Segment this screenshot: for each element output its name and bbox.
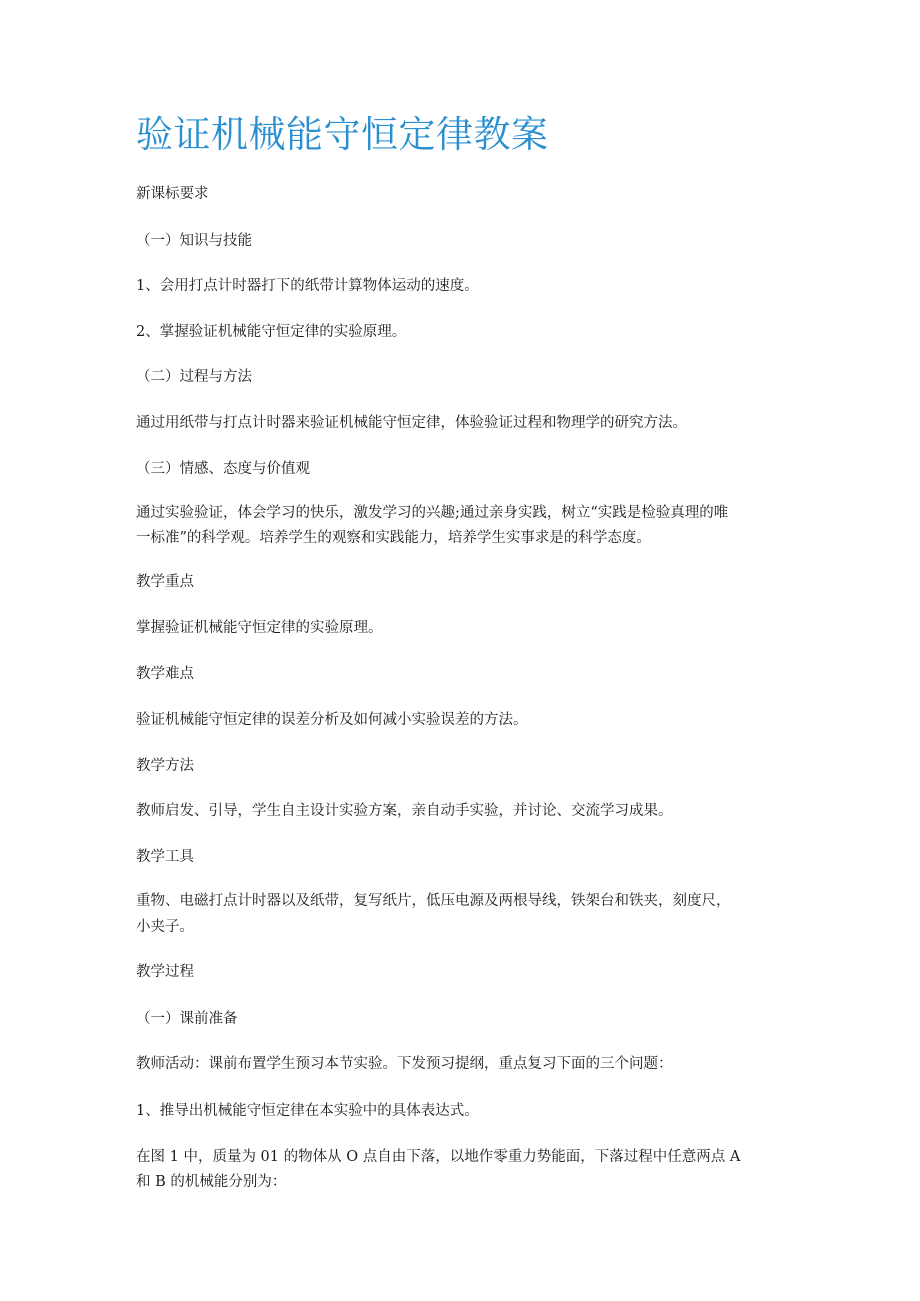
tools-heading: 教学工具 [136,849,194,865]
emotion-text-line-2: 一标准”的科学观。培养学生的观察和实践能力，培养学生实事求是的科学态度。 [136,530,651,546]
method-text: 教师启发、引导，学生自主设计实验方案，亲自动手实验，并讨论、交流学习成果。 [136,803,673,819]
knowledge-item-2: 2、掌握验证机械能守恒定律的实验原理。 [136,324,407,340]
tools-text-line-1: 重物、电磁打点计时器以及纸带，复写纸片，低压电源及两根导线，铁架台和铁夹，刻度尺， [136,893,731,909]
document-title: 验证机械能守恒定律教案 [136,113,549,156]
prep-heading: （一）课前准备 [136,1011,238,1027]
knowledge-heading: （一）知识与技能 [136,233,252,249]
difficulty-text: 验证机械能守恒定律的误差分析及如何减小实验误差的方法。 [136,712,528,728]
prep-text: 教师活动：课前布置学生预习本节实验。下发预习提纲，重点复习下面的三个问题： [136,1056,673,1072]
process-heading: （二）过程与方法 [136,369,252,385]
key-point-text: 掌握验证机械能守恒定律的实验原理。 [136,620,383,636]
emotion-heading: （三）情感、态度与价值观 [136,461,310,477]
procedure-heading: 教学过程 [136,964,194,980]
figure-text-line-2: 和 B 的机械能分别为： [136,1174,287,1190]
process-text: 通过用纸带与打点计时器来验证机械能守恒定律，体验验证过程和物理学的研究方法。 [136,415,687,431]
emotion-text-line-1: 通过实验验证，体会学习的快乐，激发学习的兴趣;通过亲身实践，树立“实践是检验真理的唯 [136,505,729,521]
knowledge-item-1: 1、会用打点计时器打下的纸带计算物体运动的速度。 [136,278,479,294]
curriculum-heading: 新课标要求 [136,186,209,202]
method-heading: 教学方法 [136,758,194,774]
key-point-heading: 教学重点 [136,574,194,590]
figure-text-line-1: 在图 1 中，质量为 01 的物体从 O 点自由下落，以地作零重力势能面，下落过程中任意两点 A [136,1149,741,1165]
question-1: 1、推导出机械能守恒定律在本实验中的具体表达式。 [136,1103,479,1119]
difficulty-heading: 教学难点 [136,666,194,682]
tools-text-line-2: 小夹子。 [136,919,194,935]
